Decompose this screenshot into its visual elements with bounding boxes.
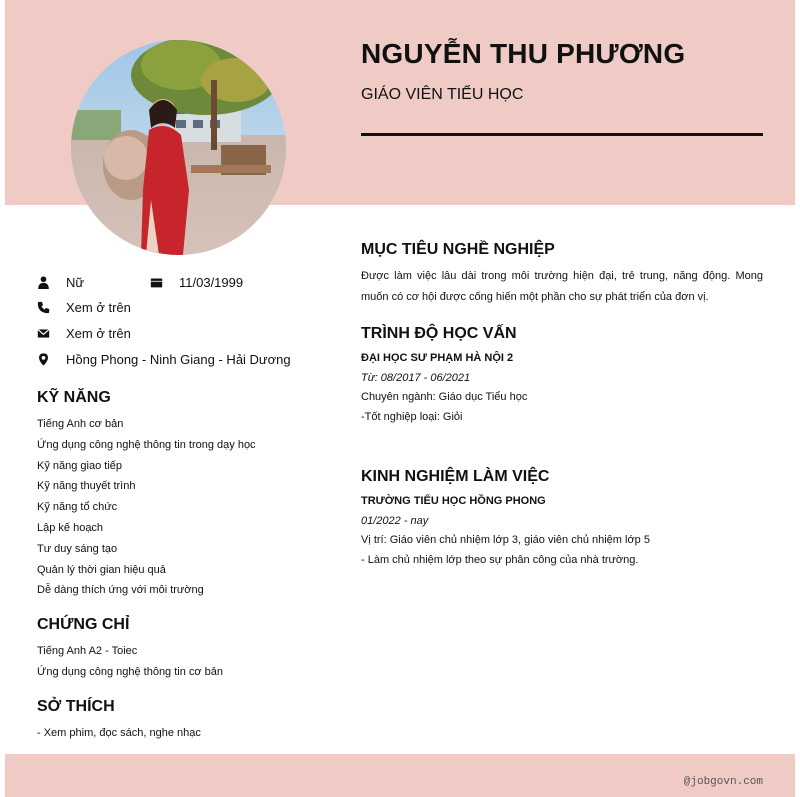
objective-title: MỤC TIÊU NGHỀ NGHIỆP bbox=[361, 241, 555, 258]
education-grade: -Tốt nghiệp loại: Giỏi bbox=[361, 410, 463, 423]
list-item: Lập kế hoạch bbox=[37, 521, 104, 534]
education-title: TRÌNH ĐỘ HỌC VẤN bbox=[361, 325, 517, 342]
birthdate-value: 11/03/1999 bbox=[179, 275, 244, 290]
candidate-role: GIÁO VIÊN TIỂU HỌC bbox=[361, 86, 524, 103]
name-divider bbox=[361, 133, 763, 136]
contact-gender bbox=[37, 275, 84, 290]
list-item: Tiếng Anh cơ bản bbox=[37, 418, 124, 430]
list-item: Kỹ năng thuyết trình bbox=[37, 480, 136, 493]
education-period: Từ: 08/2017 - 06/2021 bbox=[361, 371, 471, 384]
objective-text: Được làm việc lâu dài trong môi trường hiện đại, trẻ trung, năng động. Mong muốn có cơ hội được cống hiến một phần cho sự phát triển của đơn vị. bbox=[361, 270, 763, 303]
list-item: Dễ dàng thích ứng với môi trường bbox=[37, 584, 204, 597]
education-school: ĐẠI HỌC SƯ PHẠM HÀ NỘI 2 bbox=[361, 352, 514, 364]
email-value: Xem ở trên bbox=[66, 326, 131, 341]
certificates-list bbox=[37, 641, 223, 683]
footer-brand: @jobgovn.com bbox=[683, 776, 763, 788]
experience-company: TRƯỜNG TIỂU HỌC HỒNG PHONG bbox=[361, 495, 546, 507]
list-item: Tư duy sáng tạo bbox=[37, 542, 118, 555]
person-icon bbox=[37, 276, 50, 289]
experience-duty: - Làm chủ nhiệm lớp theo sự phân công của nhà trường. bbox=[361, 553, 639, 566]
calendar-icon bbox=[150, 276, 163, 289]
location-pin-icon bbox=[37, 353, 50, 366]
list-item: Ứng dụng công nghệ thông tin cơ bản bbox=[37, 665, 224, 678]
list-item: Tiếng Anh A2 - Toiec bbox=[37, 645, 138, 657]
education-major: Chuyên ngành: Giáo dục Tiểu học bbox=[361, 391, 528, 403]
avatar bbox=[71, 40, 286, 255]
education-entry bbox=[361, 349, 763, 427]
skills-list bbox=[37, 414, 256, 601]
contact-email bbox=[37, 326, 131, 341]
gender-value: Nữ bbox=[66, 275, 85, 290]
hobbies-title: SỞ THÍCH bbox=[37, 698, 115, 715]
hobbies-list bbox=[37, 723, 201, 744]
contact-birthdate bbox=[150, 275, 243, 290]
experience-period: 01/2022 - nay bbox=[361, 514, 429, 527]
list-item: Kỹ năng giao tiếp bbox=[37, 459, 123, 472]
list-item: Quản lý thời gian hiệu quả bbox=[37, 563, 166, 576]
candidate-name: NGUYỄN THU PHƯƠNG bbox=[361, 38, 686, 69]
contact-phone bbox=[37, 300, 131, 315]
mail-icon bbox=[37, 327, 50, 340]
phone-icon bbox=[37, 301, 50, 314]
experience-entry bbox=[361, 492, 763, 570]
certificates-title: CHỨNG CHỈ bbox=[37, 616, 130, 633]
address-value: Hồng Phong - Ninh Giang - Hải Dương bbox=[66, 352, 291, 367]
experience-title: KINH NGHIỆM LÀM VIỆC bbox=[361, 468, 550, 485]
footer-band bbox=[5, 754, 795, 797]
contact-address bbox=[37, 352, 291, 367]
skills-title: KỸ NĂNG bbox=[37, 389, 111, 406]
phone-value: Xem ở trên bbox=[66, 300, 131, 315]
list-item: Ứng dụng công nghệ thông tin trong dạy học bbox=[37, 438, 256, 451]
list-item: Kỹ năng tổ chức bbox=[37, 501, 118, 514]
list-item: - Xem phim, đọc sách, nghe nhạc bbox=[37, 727, 201, 739]
avatar-photo bbox=[71, 40, 286, 255]
experience-position: Vị trí: Giáo viên chủ nhiệm lớp 3, giáo viên chủ nhiệm lớp 5 bbox=[361, 534, 650, 546]
